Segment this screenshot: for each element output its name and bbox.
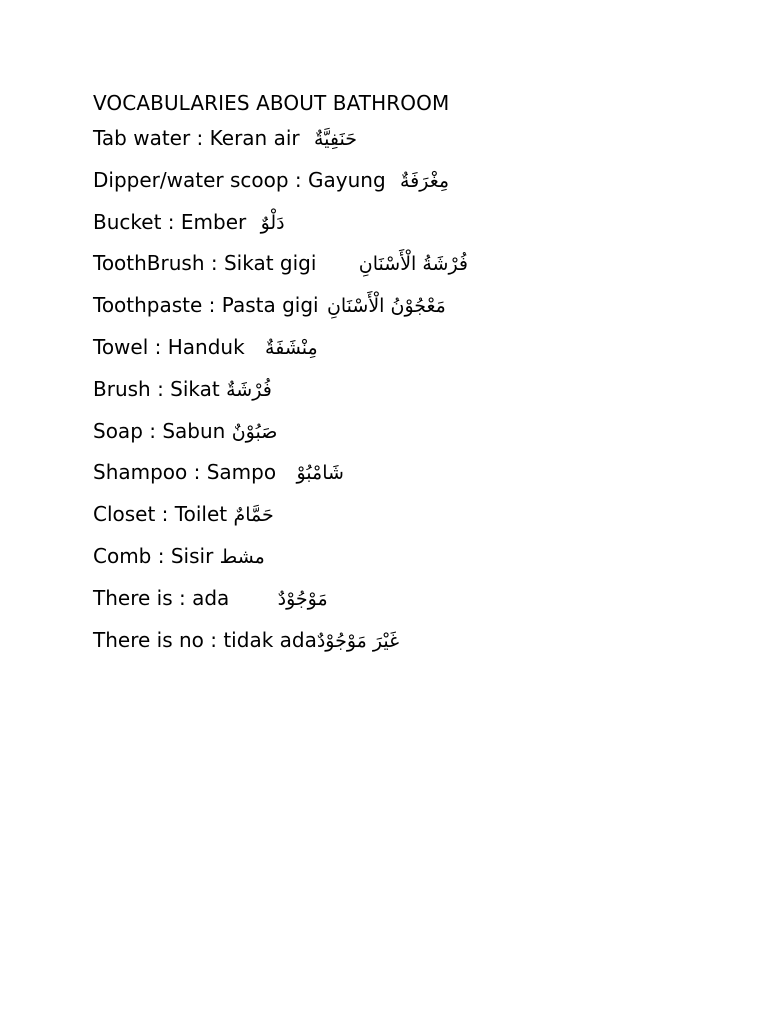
english-term: Closet (93, 502, 156, 527)
indonesian-term: Sampo (206, 460, 277, 485)
english-term: Dipper/water scoop (93, 167, 289, 192)
separator: : (202, 293, 222, 318)
indonesian-term: Keran air (209, 126, 300, 150)
separator: : (190, 126, 210, 150)
separator: : (161, 209, 181, 234)
vocab-entry-brush (93, 369, 733, 411)
indonesian-term: ada (192, 585, 230, 610)
vocab-entry-there-is (93, 578, 733, 620)
arabic-term: غَيْرَ مَوْجُوْدٌ (316, 629, 400, 652)
separator: : (172, 585, 193, 610)
arabic-term: شَامْبُوْ (296, 462, 344, 485)
separator: : (288, 167, 308, 192)
indonesian-term: Sikat (170, 376, 220, 401)
vocab-entry-towel (93, 327, 733, 369)
arabic-term: حَمَّامٌ (233, 504, 274, 527)
english-term: Tab water (93, 126, 191, 150)
arabic-term: فُرْشَةٌ (226, 378, 272, 401)
vocab-entry-there-is-no (93, 620, 733, 662)
english-term: Soap (93, 418, 143, 443)
separator: : (187, 460, 207, 485)
document-title: VOCABULARIES ABOUT BATHROOM (93, 91, 450, 115)
arabic-term: مِنْشَفَةٌ (265, 336, 318, 359)
indonesian-term: Handuk (167, 334, 245, 359)
arabic-term: مِغْرَفَةٌ (400, 169, 450, 192)
arabic-term: فُرْشَةُ الْأَسْنَانِ (358, 253, 469, 276)
arabic-term: صَبُوْنٌ (231, 420, 278, 443)
indonesian-term: Sisir (170, 543, 214, 568)
separator: : (204, 251, 224, 276)
vocab-entry-toothbrush (93, 243, 733, 285)
english-term: Shampoo (93, 460, 188, 485)
separator: : (142, 418, 163, 443)
vocabulary-list (93, 118, 733, 661)
separator: : (151, 543, 171, 568)
indonesian-term: Pasta gigi (221, 293, 319, 318)
separator: : (148, 334, 168, 359)
english-term: Bucket (93, 209, 162, 234)
indonesian-term: Sabun (162, 418, 226, 443)
arabic-term: مَعْجُوْنُ الْأَسْنَانِ (326, 295, 446, 318)
english-term: Comb (93, 543, 152, 568)
separator: : (150, 376, 171, 401)
vocab-entry-closet (93, 494, 733, 536)
indonesian-term: tidak ada (223, 627, 317, 652)
indonesian-term: Gayung (308, 167, 386, 192)
english-term: Towel (93, 334, 149, 359)
english-term: There is no (93, 627, 204, 652)
arabic-term: دَلْوٌ (260, 211, 285, 234)
vocab-entry-dipper (93, 160, 733, 202)
arabic-term: حَنَفِيَّةٌ (314, 128, 358, 150)
english-term: There is (93, 585, 173, 610)
separator: : (155, 502, 175, 527)
indonesian-term: Ember (180, 209, 247, 234)
english-term: ToothBrush (93, 251, 205, 276)
english-term: Brush (93, 376, 151, 401)
indonesian-term: Toilet (174, 502, 228, 527)
arabic-term: مَوْجُوْدٌ (277, 587, 328, 610)
vocab-entry-soap (93, 411, 733, 453)
separator: : (203, 627, 224, 652)
vocab-entry-comb (93, 536, 733, 578)
indonesian-term: Sikat gigi (223, 251, 317, 276)
vocab-entry-tab-water (93, 118, 733, 160)
arabic-term: مشط (219, 545, 265, 568)
document-body (93, 88, 733, 661)
english-term: Toothpaste (93, 293, 203, 318)
vocab-entry-bucket (93, 202, 733, 244)
vocab-entry-toothpaste (93, 285, 733, 327)
vocab-entry-shampoo (93, 452, 733, 494)
